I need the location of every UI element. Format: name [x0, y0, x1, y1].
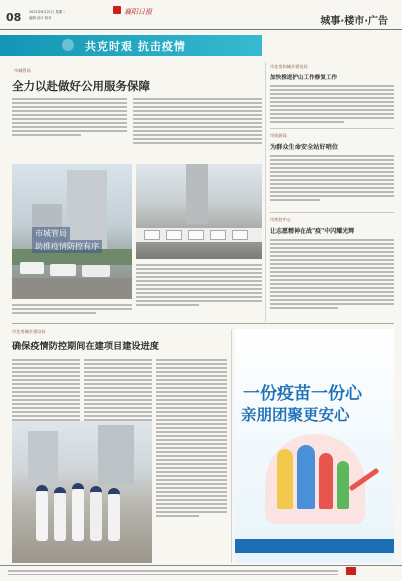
main-text-block: [133, 96, 262, 146]
photo-caption: 市城管局: [32, 227, 70, 240]
bottom-text-block: [12, 357, 80, 423]
right1-kicker: 市住房和城乡建设局: [270, 64, 308, 69]
right3-headline: 让志愿精神在战"疫"中闪耀光辉: [270, 228, 355, 235]
workers-photo: [12, 421, 152, 563]
footer-logo-icon: [346, 567, 356, 575]
right2-headline: 为群众生命安全站好哨位: [270, 144, 339, 151]
photo-caption: 助推疫情防控有序: [32, 240, 102, 253]
main-story: [12, 62, 262, 316]
banner-title: 共克时艰 抗击疫情: [85, 40, 186, 53]
main-photo: [12, 164, 132, 299]
virus-icon: [62, 39, 74, 51]
street-photo: [136, 164, 262, 259]
right-story-3: [270, 217, 394, 311]
family-figure: [277, 449, 293, 509]
date-text: 2022年6月21日 星期二: [29, 10, 66, 14]
column-divider: [231, 329, 232, 563]
ad-title-line1: 一份疫苗一份心: [243, 384, 362, 404]
right-story-1: [270, 64, 394, 125]
vaccine-ad: [235, 329, 394, 563]
story-divider: [270, 212, 394, 213]
page-header: [0, 0, 402, 30]
main-kicker: 市城管局: [14, 68, 31, 73]
footer-text: [8, 568, 338, 577]
masthead-logo: 襄阳日报: [124, 8, 152, 16]
main-text-block: [136, 262, 262, 308]
banner: [0, 35, 262, 56]
ad-title-line2: 亲朋团聚更安心: [241, 406, 350, 424]
family-figure: [319, 453, 333, 509]
bottom-story: [12, 329, 227, 563]
section-divider: [12, 323, 394, 324]
bottom-kicker: 市住房城乡建设局: [12, 329, 46, 334]
logo-icon: [113, 6, 121, 14]
main-text-block: [12, 96, 127, 138]
column-divider: [265, 62, 266, 322]
ad-footer-strip: [235, 539, 394, 553]
header-underline: [0, 29, 402, 30]
main-headline: 全力以赴做好公用服务保障: [12, 79, 150, 93]
family-figure: [297, 445, 315, 509]
right-story-2: [270, 133, 394, 203]
section-title: 城事·楼市·广告: [320, 16, 388, 27]
bottom-headline: 确保疫情防控期间在建项目建设进度: [12, 341, 159, 352]
editor-text: 编辑 设计 校对: [29, 16, 52, 20]
page-number: 08: [6, 11, 22, 24]
bottom-text-block: [84, 357, 152, 423]
family-figure: [337, 461, 349, 509]
photo-text-block: [12, 302, 132, 316]
bottom-text-block: [156, 357, 227, 519]
story-divider: [270, 128, 394, 129]
right2-kicker: 市资源局: [270, 133, 287, 138]
right3-kicker: 市疾控中心: [270, 217, 291, 222]
footer-rule: [0, 565, 402, 566]
right1-headline: 加快推进护山工作修复工作: [270, 75, 338, 81]
